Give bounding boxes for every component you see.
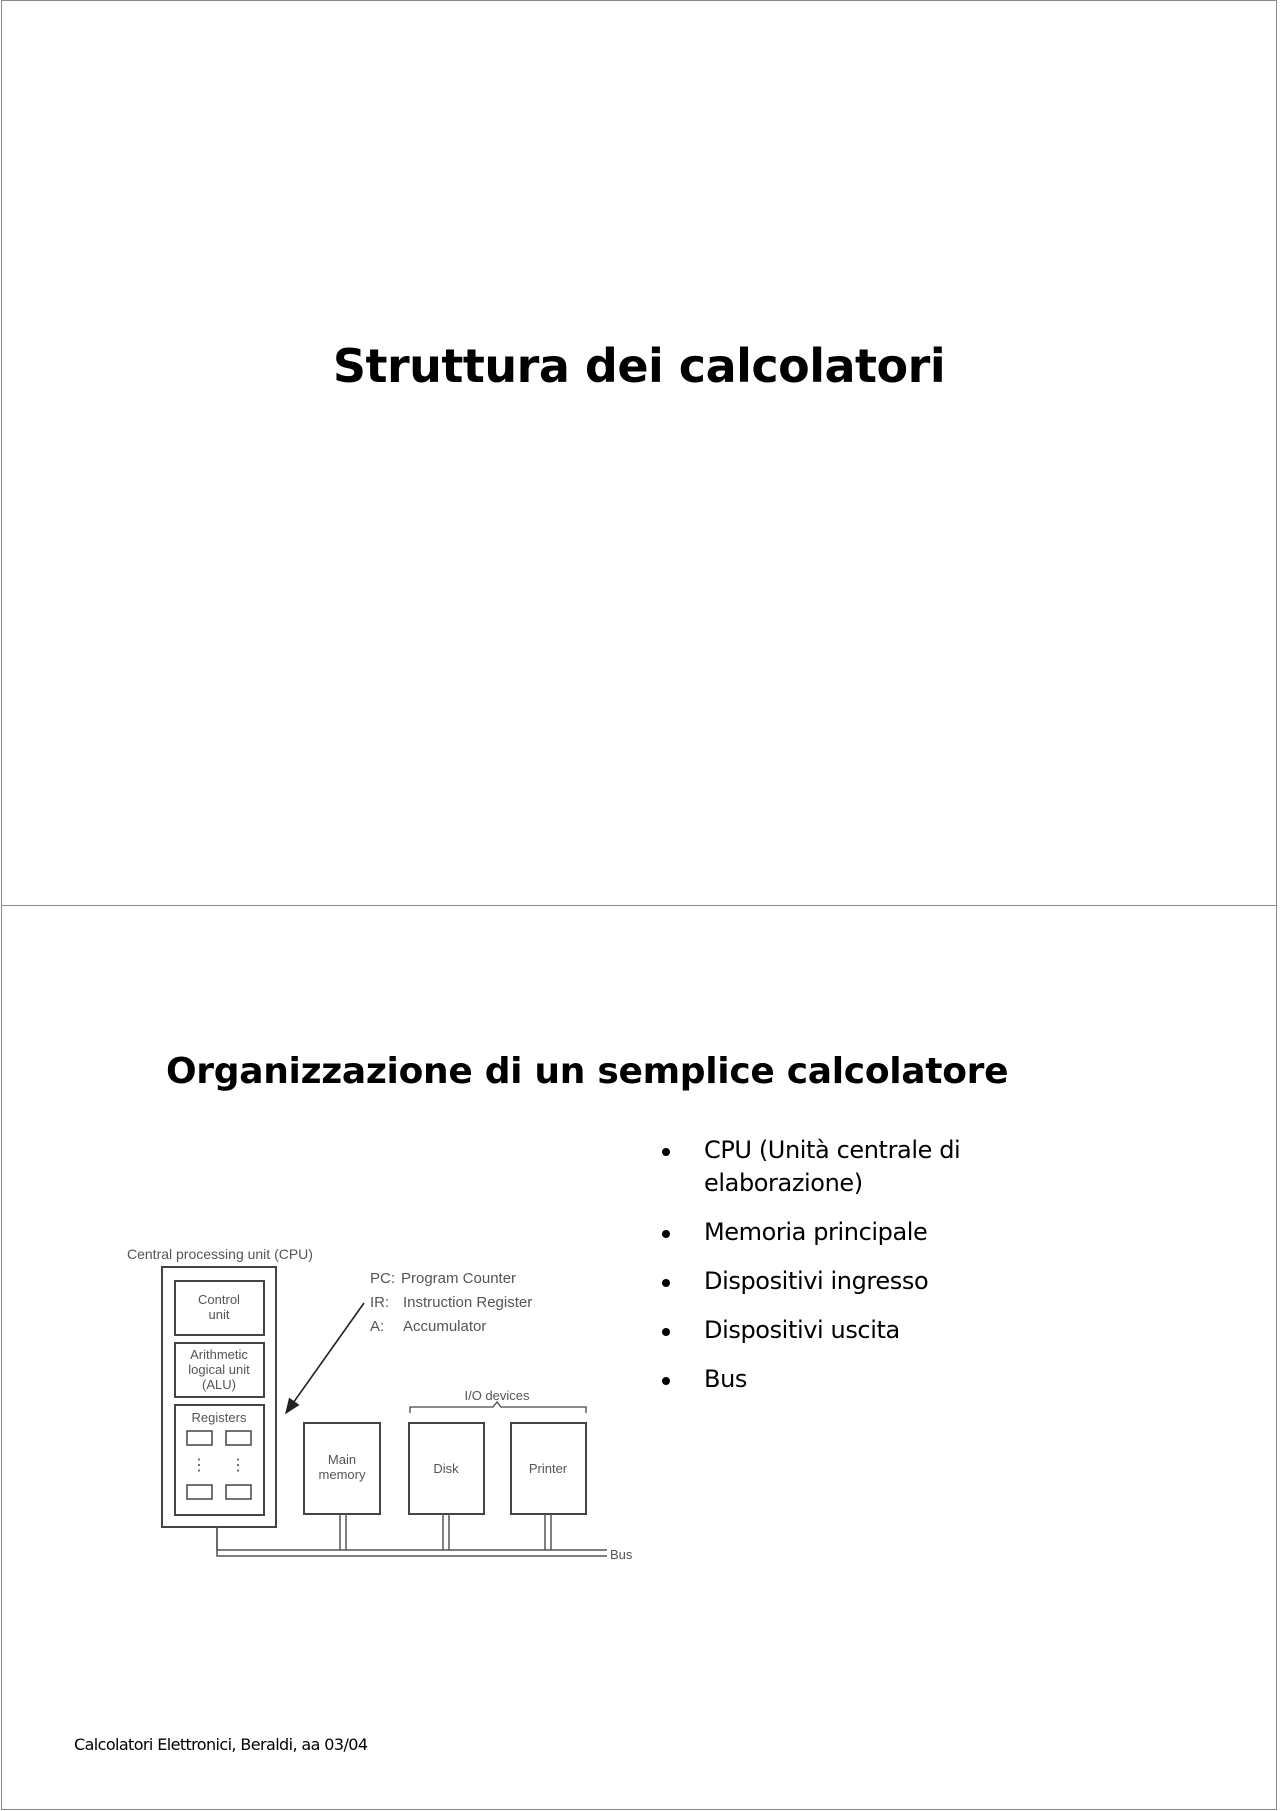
- bullet-text: Memoria principale: [704, 1218, 928, 1246]
- main-memory-label-2: memory: [318, 1467, 366, 1482]
- bullet-dot: [662, 1230, 670, 1238]
- control-unit-label-2: unit: [208, 1307, 230, 1322]
- cpu-label: Central processing unit (CPU): [127, 1246, 313, 1262]
- slide-2: [1, 905, 1277, 1810]
- legend-pc-text: Program Counter: [401, 1270, 517, 1287]
- bullet-item: [662, 1134, 992, 1200]
- bus-label: Bus: [610, 1547, 633, 1562]
- alu-label-2: logical unit: [188, 1362, 250, 1377]
- legend-a-abbr: A:: [370, 1318, 385, 1335]
- slide-1: [1, 0, 1277, 906]
- slide-2-title: Organizzazione di un semplice calcolatore: [166, 1051, 1009, 1092]
- printer-label: Printer: [528, 1461, 568, 1476]
- registers-label: Registers: [191, 1410, 247, 1425]
- legend-ir-text: Instruction Register: [403, 1294, 533, 1311]
- register-ellipsis: ⋮: [230, 1457, 246, 1474]
- register-cell: [187, 1431, 212, 1445]
- main-memory-label-1: Main: [327, 1452, 357, 1467]
- bullet-text: Bus: [704, 1365, 747, 1393]
- control-unit-label-1: Control: [198, 1292, 240, 1307]
- bullet-item: [662, 1314, 992, 1347]
- legend-ir-abbr: IR:: [370, 1294, 390, 1311]
- bullet-dot: [662, 1148, 670, 1156]
- legend-a-text: Accumulator: [403, 1318, 487, 1335]
- bullet-item: [662, 1216, 992, 1249]
- slide-footer: Calcolatori Elettronici, Beraldi, aa 03/04: [74, 1735, 368, 1754]
- bullet-dot: [662, 1279, 670, 1287]
- register-cell: [226, 1431, 251, 1445]
- alu-label-3: (ALU): [202, 1377, 236, 1392]
- register-cell: [226, 1485, 251, 1499]
- register-ellipsis: ⋮: [191, 1457, 207, 1474]
- bullet-dot: [662, 1377, 670, 1385]
- bullet-dot: [662, 1328, 670, 1336]
- register-cell: [187, 1485, 212, 1499]
- disk-label: Disk: [433, 1461, 459, 1476]
- slide-1-title: Struttura dei calcolatori: [332, 339, 946, 393]
- bullet-item: [662, 1265, 992, 1298]
- legend-arrow: [286, 1303, 364, 1413]
- io-devices-brace: [410, 1402, 586, 1413]
- computer-organization-diagram: [112, 1245, 652, 1585]
- bullet-text: Dispositivi ingresso: [704, 1267, 929, 1295]
- bullet-text: Dispositivi uscita: [704, 1316, 900, 1344]
- io-devices-label: I/O devices: [464, 1388, 530, 1403]
- bullet-list: [662, 1134, 992, 1412]
- bullet-item: [662, 1363, 992, 1396]
- alu-label-1: Arithmetic: [190, 1347, 248, 1362]
- legend-pc-abbr: PC:: [370, 1270, 396, 1287]
- bullet-text: CPU (Unità centrale di elaborazione): [704, 1136, 961, 1197]
